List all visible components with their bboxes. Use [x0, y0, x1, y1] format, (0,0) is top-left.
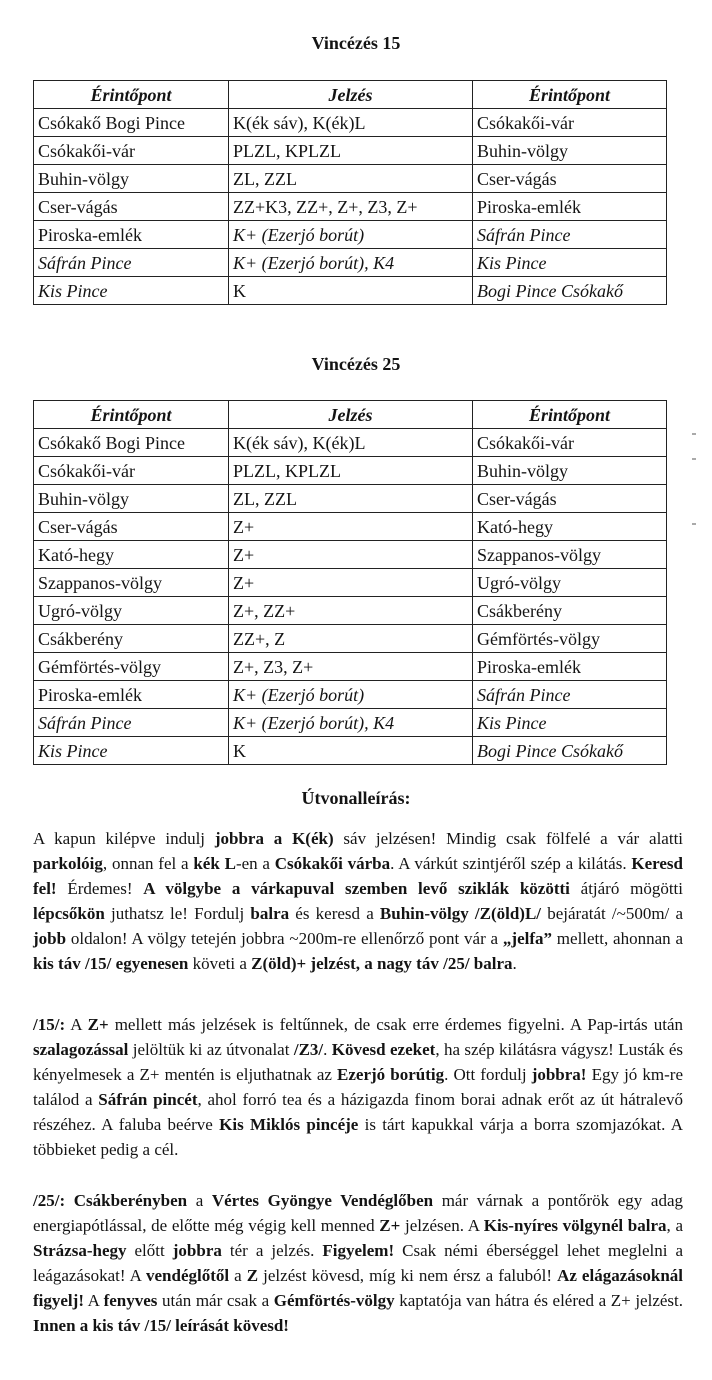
text-run: . Ott fordulj: [444, 1065, 532, 1084]
cell-marking: Z+, ZZ+: [229, 597, 473, 625]
cell-end-point: Cser-vágás: [473, 165, 667, 193]
table-row: [34, 653, 667, 681]
table-row: [34, 625, 667, 653]
cell-end-point: Csákberény: [473, 597, 667, 625]
text-run: átjáró mögötti: [569, 879, 683, 898]
description-paragraph-25: [33, 1188, 683, 1338]
text-run: után már csak a: [157, 1291, 274, 1310]
text-run: mellett, ahonnan a: [552, 929, 683, 948]
table-row: [34, 429, 667, 457]
table-row: [34, 457, 667, 485]
route-table-25: [33, 400, 667, 765]
text-run: Gémförtés-völgy: [273, 1291, 395, 1310]
cell-marking: K+ (Ezerjó borút), K4: [229, 709, 473, 737]
header-start-point: Érintőpont: [34, 401, 229, 429]
text-run: . A várkút szintjéről szép a kilátás.: [390, 854, 632, 873]
text-run: oldalon! A völgy tetején jobbra ~200m-re ellenőrző pont vár a: [66, 929, 503, 948]
text-run: Csak némi éberséggel lehet meglelni a leágazásokat! A: [33, 1241, 683, 1285]
table-row: [34, 485, 667, 513]
text-run: juthatsz le! Fordulj: [104, 904, 251, 923]
cell-start-point: Csókakő Bogi Pince: [34, 429, 229, 457]
header-end-point: Érintőpont: [473, 401, 667, 429]
text-run: tér a jelzés.: [221, 1241, 323, 1260]
text-run: már várnak a pontőrök egy adag energiapótlással, de előtte még végig kell menned: [33, 1191, 684, 1235]
text-run: sáv jelzésen! Mindig csak fölfelé a vár alatti: [333, 829, 684, 848]
text-run: kaptatója van hátra és eléred a Z+ jelzést.: [394, 1291, 684, 1310]
cell-end-point: Csókakői-vár: [473, 429, 667, 457]
text-run: Kis-nyíres völgynél balra: [483, 1216, 667, 1235]
cell-end-point: Sáfrán Pince: [473, 221, 667, 249]
cell-end-point: Piroska-emlék: [473, 193, 667, 221]
cell-start-point: Piroska-emlék: [34, 681, 229, 709]
cell-marking: ZZ+K3, ZZ+, Z+, Z3, Z+: [229, 193, 473, 221]
table-row: [34, 137, 667, 165]
cell-start-point: Csákberény: [34, 625, 229, 653]
cell-marking: K(ék sáv), K(ék)L: [229, 109, 473, 137]
cell-start-point: Sáfrán Pince: [34, 709, 229, 737]
text-run: bejáratát /~500m/ a: [541, 904, 684, 923]
table-header-row: [34, 401, 667, 429]
text-run: mellett más jelzések is feltűnnek, de csak erre érdemes figyelni. A Pap-irtás után: [108, 1015, 683, 1034]
cell-marking: Z+: [229, 569, 473, 597]
text-run: K(ék): [292, 829, 334, 848]
text-run: jobbra: [172, 1241, 222, 1260]
text-run: Z+: [379, 1216, 401, 1235]
scan-artifact: [692, 433, 696, 435]
text-run: jobb: [33, 929, 67, 948]
cell-start-point: Kis Pince: [34, 737, 229, 765]
header-marking: Jelzés: [229, 401, 473, 429]
cell-start-point: Buhin-völgy: [34, 485, 229, 513]
text-run: Vértes Gyöngye Vendéglőben: [211, 1191, 434, 1210]
text-run: kék L: [193, 854, 236, 873]
text-run: .: [323, 1040, 332, 1059]
text-run: jelzést kövesd, míg ki nem érsz a faluból!: [258, 1266, 558, 1285]
text-run: , ahol forró tea és a házigazda finom borai adnak erőt az út hátralevő részéhez. A faluba beérve: [33, 1090, 684, 1134]
cell-marking: K+ (Ezerjó borút): [229, 681, 473, 709]
text-run: Kis Miklós pincéje: [219, 1115, 359, 1134]
text-run: Innen a kis táv /15/ leírását kövesd!: [33, 1316, 289, 1335]
text-run: Figyelem!: [322, 1241, 395, 1260]
table-header-row: [34, 81, 667, 109]
text-run: A kapun kilépve indulj: [33, 829, 215, 848]
table-row: [34, 597, 667, 625]
description-paragraph-intro: [33, 826, 683, 976]
text-run: Z: [246, 1266, 259, 1285]
table-row: [34, 541, 667, 569]
cell-end-point: Sáfrán Pince: [473, 681, 667, 709]
text-run: Kövesd ezeket: [331, 1040, 436, 1059]
text-run: szalagozással: [33, 1040, 129, 1059]
table-15-title: Vincézés 15: [311, 33, 401, 53]
text-run: előtt: [126, 1241, 173, 1260]
table-row: [34, 737, 667, 765]
cell-end-point: Buhin-völgy: [473, 137, 667, 165]
route-table-15: [33, 80, 667, 305]
text-run: kis táv /15/ egyenesen: [33, 954, 189, 973]
cell-end-point: Ugró-völgy: [473, 569, 667, 597]
table-row: [34, 193, 667, 221]
cell-marking: Z+: [229, 541, 473, 569]
text-run: parkolóig: [33, 854, 103, 873]
text-run: Strázsa-hegy: [33, 1241, 127, 1260]
table-25-title: Vincézés 25: [311, 354, 401, 374]
text-run: lépcsőkön: [33, 904, 105, 923]
text-run: Sáfrán pincét: [98, 1090, 198, 1109]
text-run: Keresd fel!: [33, 854, 683, 898]
cell-end-point: Bogi Pince Csókakő: [473, 737, 667, 765]
text-run: Buhin-völgy /Z(öld)L/: [379, 904, 542, 923]
cell-start-point: Csókakő Bogi Pince: [34, 109, 229, 137]
cell-marking: ZL, ZZL: [229, 485, 473, 513]
table-row: [34, 513, 667, 541]
text-run: jelöltük ki az útvonalat: [128, 1040, 294, 1059]
text-run: -en a: [235, 854, 275, 873]
scan-artifact: [692, 523, 696, 525]
text-run: , onnan fel a: [102, 854, 194, 873]
table-row: [34, 709, 667, 737]
text-run: A: [65, 1015, 88, 1034]
cell-end-point: Piroska-emlék: [473, 653, 667, 681]
cell-marking: K+ (Ezerjó borút), K4: [229, 249, 473, 277]
cell-start-point: Szappanos-völgy: [34, 569, 229, 597]
cell-start-point: Csókakői-vár: [34, 137, 229, 165]
table-row: [34, 221, 667, 249]
text-run: jelzésen. A: [400, 1216, 484, 1235]
text-run: a: [187, 1191, 212, 1210]
text-run: Z(öld)+ jelzést, a nagy táv /25/ balra: [251, 954, 513, 973]
table-row: [34, 569, 667, 597]
cell-end-point: Kis Pince: [473, 249, 667, 277]
cell-marking: PLZL, KPLZL: [229, 457, 473, 485]
header-start-point: Érintőpont: [34, 81, 229, 109]
cell-start-point: Gémförtés-völgy: [34, 653, 229, 681]
text-run: /25/: Csákberényben: [33, 1191, 188, 1210]
cell-marking: K(ék sáv), K(ék)L: [229, 429, 473, 457]
cell-start-point: Buhin-völgy: [34, 165, 229, 193]
cell-end-point: Bogi Pince Csókakő: [473, 277, 667, 305]
cell-start-point: Cser-vágás: [34, 193, 229, 221]
cell-start-point: Piroska-emlék: [34, 221, 229, 249]
text-run: /Z3/: [293, 1040, 324, 1059]
cell-marking: K: [229, 737, 473, 765]
cell-start-point: Kis Pince: [34, 277, 229, 305]
cell-marking: Z+, Z3, Z+: [229, 653, 473, 681]
text-run: „jelfa”: [502, 929, 552, 948]
cell-end-point: Cser-vágás: [473, 485, 667, 513]
text-run: is tárt kapukkal várja a borra szomjazókat. A többieket pedig a cél.: [33, 1115, 684, 1159]
cell-end-point: Buhin-völgy: [473, 457, 667, 485]
text-run: Érdemes!: [56, 879, 144, 898]
text-run: Az elágazásoknál figyelj!: [33, 1266, 683, 1310]
text-run: vendéglőtől: [146, 1266, 230, 1285]
header-end-point: Érintőpont: [473, 81, 667, 109]
cell-start-point: Ugró-völgy: [34, 597, 229, 625]
text-run: és keresd a: [289, 904, 380, 923]
cell-marking: ZZ+, Z: [229, 625, 473, 653]
text-run: A völgybe a várkapuval szemben levő sziklák közötti: [143, 879, 570, 898]
scan-artifact: [692, 458, 696, 460]
text-run: Z+: [87, 1015, 109, 1034]
cell-end-point: Csókakői-vár: [473, 109, 667, 137]
text-run: jobbra!: [531, 1065, 587, 1084]
text-run: A: [83, 1291, 104, 1310]
cell-end-point: Kató-hegy: [473, 513, 667, 541]
table-row: [34, 109, 667, 137]
table-row: [34, 249, 667, 277]
cell-marking: K+ (Ezerjó borút): [229, 221, 473, 249]
cell-end-point: Szappanos-völgy: [473, 541, 667, 569]
text-run: a: [229, 1266, 247, 1285]
table-row: [34, 277, 667, 305]
text-run: Csókakői várba: [274, 854, 391, 873]
cell-end-point: Gémförtés-völgy: [473, 625, 667, 653]
text-run: jobbra a: [214, 829, 283, 848]
cell-marking: PLZL, KPLZL: [229, 137, 473, 165]
cell-start-point: Csókakői-vár: [34, 457, 229, 485]
cell-marking: K: [229, 277, 473, 305]
text-run: [282, 829, 292, 848]
cell-end-point: Kis Pince: [473, 709, 667, 737]
text-run: , ha szép kilátásra vágysz! Lusták és kényelmesek a Z+ mentén is eljuthatnak az: [33, 1040, 684, 1084]
cell-start-point: Kató-hegy: [34, 541, 229, 569]
text-run: Egy jó km-re találod a: [33, 1065, 683, 1109]
cell-start-point: Cser-vágás: [34, 513, 229, 541]
text-run: /15/:: [33, 1015, 66, 1034]
text-run: , a: [666, 1216, 683, 1235]
route-description-title: Útvonalleírás:: [301, 788, 411, 808]
text-run: Ezerjó borútig: [337, 1065, 445, 1084]
cell-marking: Z+: [229, 513, 473, 541]
cell-start-point: Sáfrán Pince: [34, 249, 229, 277]
cell-marking: ZL, ZZL: [229, 165, 473, 193]
text-run: fenyves: [103, 1291, 158, 1310]
description-paragraph-15: [33, 1012, 683, 1162]
text-run: követi a: [188, 954, 252, 973]
table-row: [34, 681, 667, 709]
text-run: .: [512, 954, 517, 973]
text-run: balra: [250, 904, 290, 923]
header-marking: Jelzés: [229, 81, 473, 109]
table-row: [34, 165, 667, 193]
